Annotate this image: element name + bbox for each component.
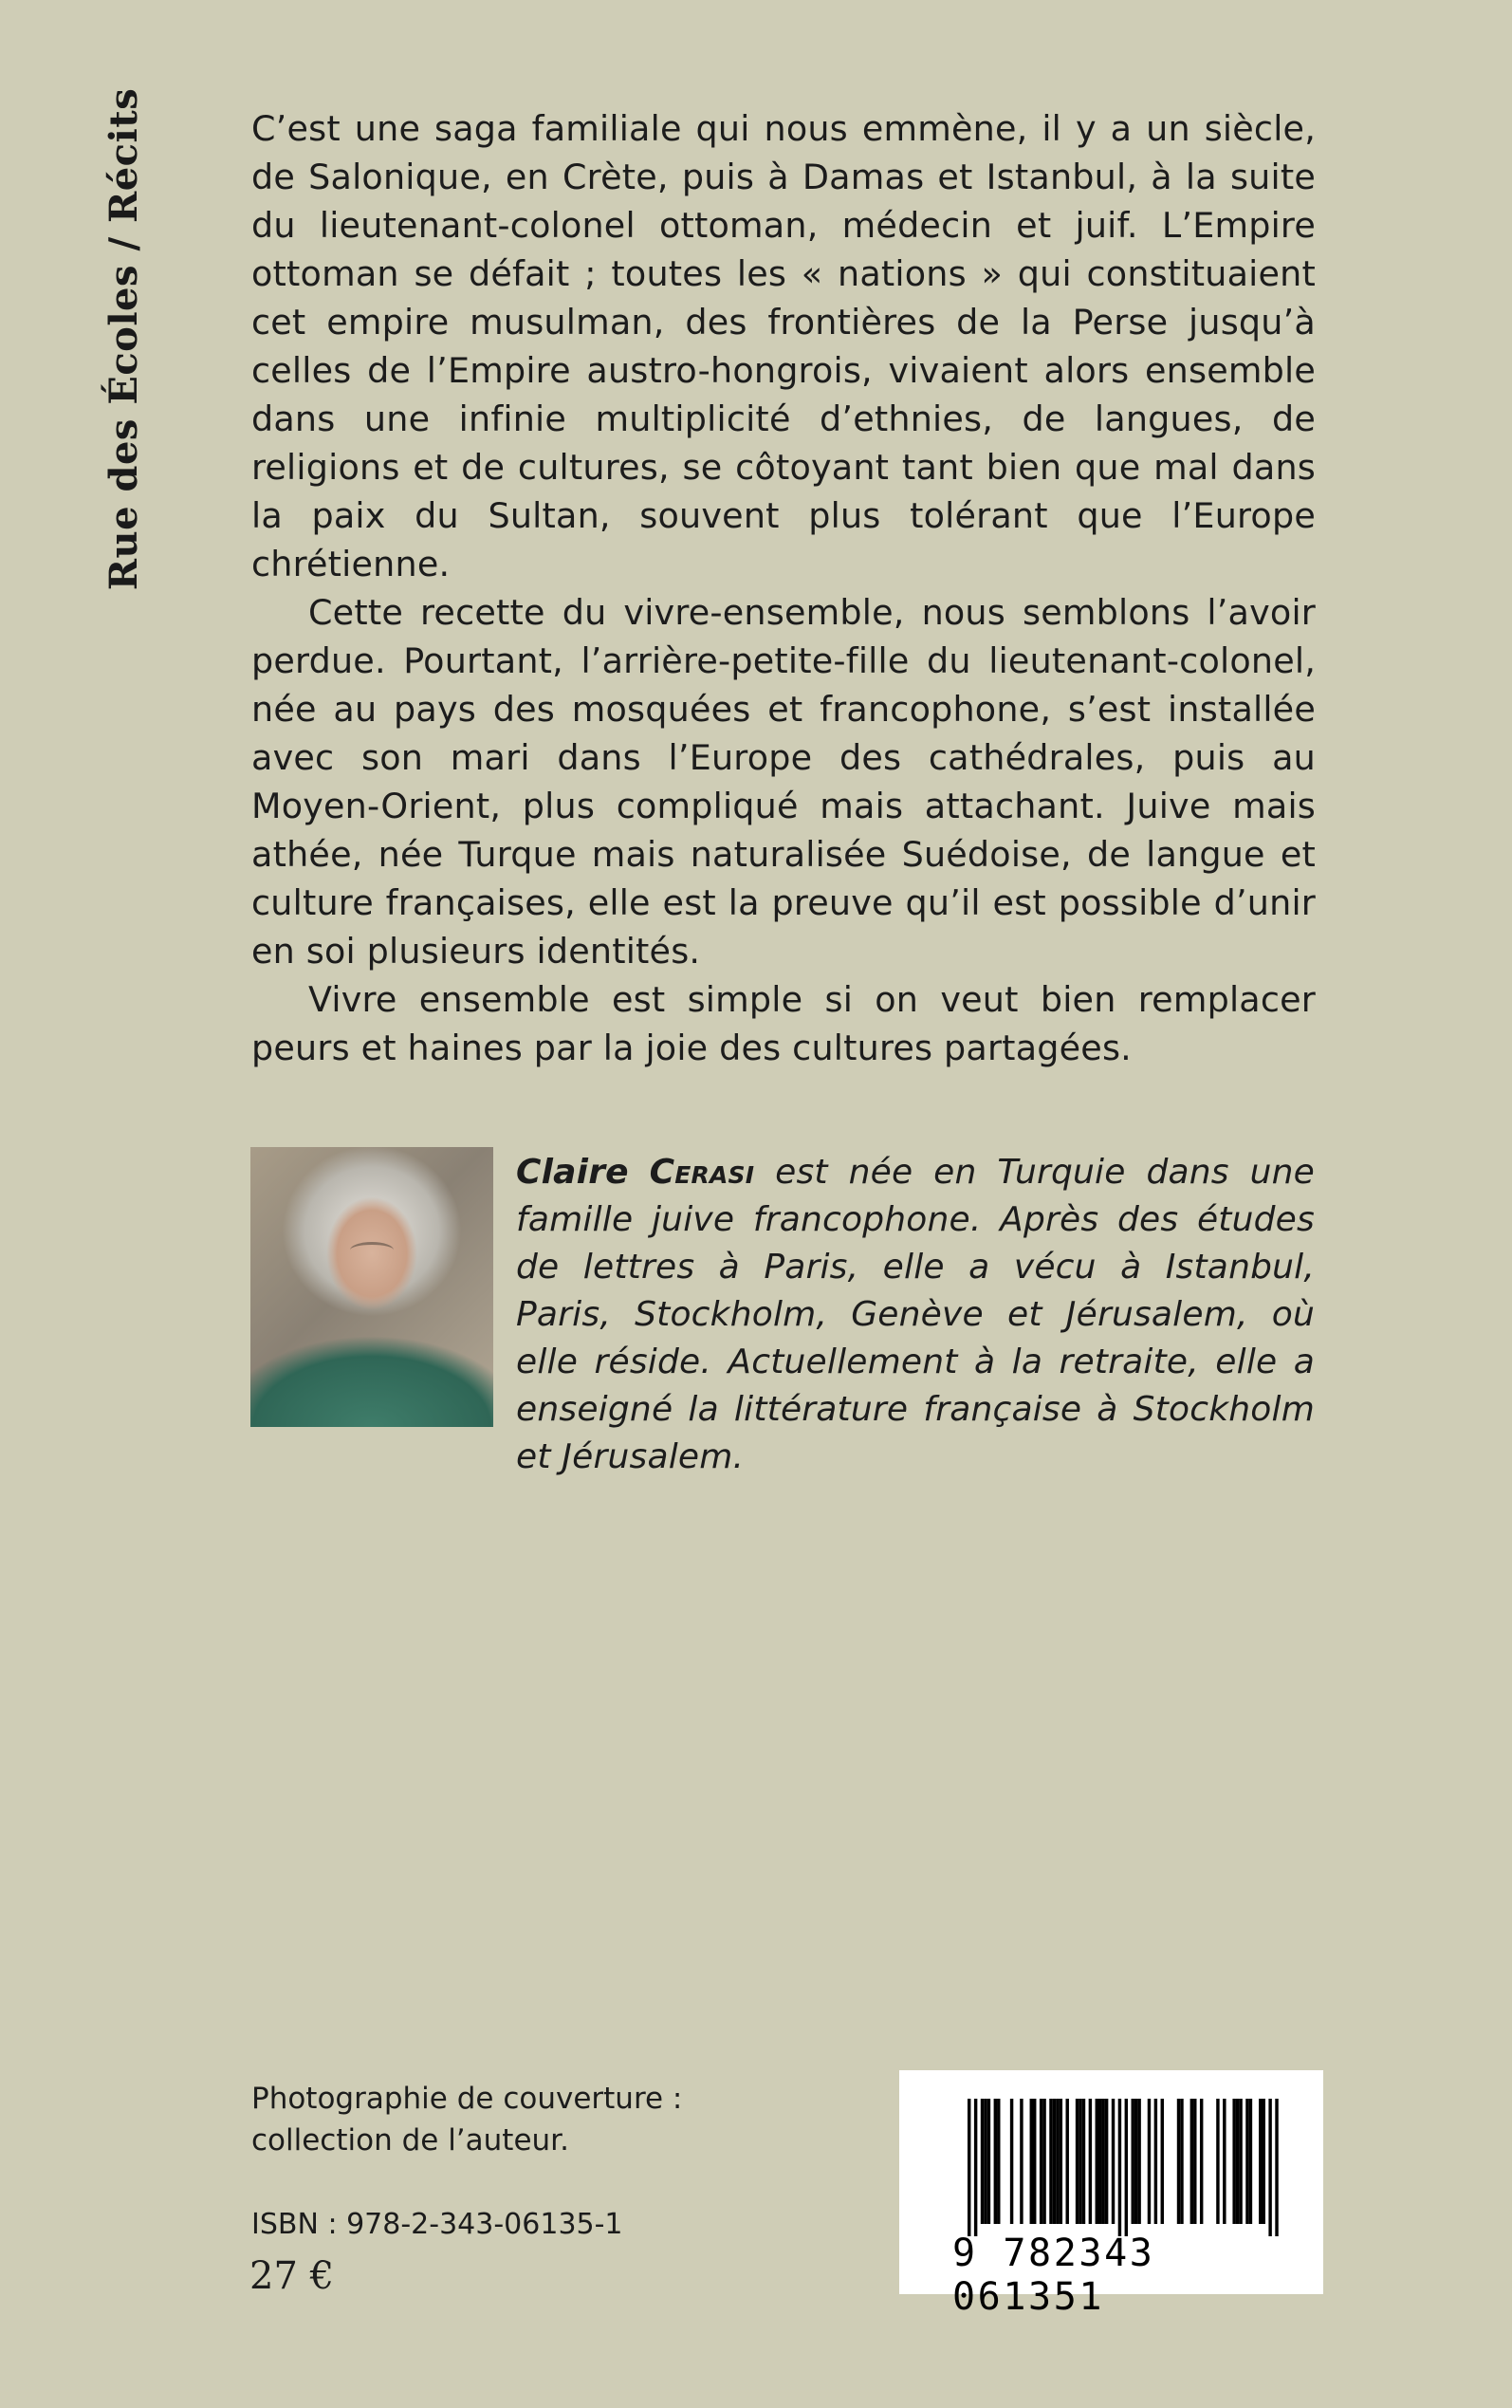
barcode-bar <box>1232 2099 1235 2224</box>
author-photo-detail <box>350 1242 394 1258</box>
photo-credit-line-1: Photographie de couverture : <box>251 2082 683 2116</box>
barcode-bar <box>1040 2099 1042 2224</box>
barcode-bar <box>1245 2099 1248 2224</box>
barcode-bar <box>1190 2099 1193 2224</box>
photo-credit-line-2: collection de l’auteur. <box>251 2123 569 2158</box>
barcode-bar <box>1263 2099 1265 2224</box>
series-label-container <box>91 87 157 590</box>
barcode-bar <box>1056 2099 1059 2224</box>
summary-paragraph-2: Cette recette du vivre-ensemble, nous semblons l’avoir perdue. Pourtant, l’arrière-petite-fille du lieutenant-colonel, née au pays des mosquées et francophone, s’est installée avec son mari dans l’Europe des cathédrales, puis au Moyen-Orient, plus compliqué mais attachant. Juive mais athée, née Turque mais naturalisée Suédoise, de langue et culture françaises, elle est la preuve qu’il est possible d’unir en soi plusieurs identités. <box>251 592 1316 972</box>
photo-credit <box>251 2078 682 2161</box>
barcode-bar <box>1249 2099 1252 2224</box>
author-bio-text: est née en Turquie dans une famille juive francophone. Après des études de lettres à Paris, elle a vécu à Istanbul, Paris, Stockholm, Genève et Jérusalem, où elle réside. Actuellement à la retraite, elle a enseigné la littérature française à Stockholm et Jérusalem. <box>516 1153 1315 1476</box>
barcode-bar <box>1105 2099 1108 2224</box>
barcode-bar <box>1101 2099 1104 2224</box>
barcode-bar <box>1236 2099 1239 2224</box>
barcode-bar <box>1193 2099 1196 2224</box>
barcode-bar <box>1239 2099 1242 2224</box>
barcode-bar <box>1259 2099 1262 2224</box>
barcode-bar <box>1200 2099 1203 2224</box>
summary-paragraph-3: Vivre ensemble est simple si on veut bien remplacer peurs et haines par la joie des cultures partagées. <box>251 979 1316 1068</box>
barcode-bar <box>1079 2099 1081 2224</box>
barcode-bar <box>1053 2099 1056 2224</box>
barcode-bar <box>1161 2099 1164 2224</box>
barcode-bar <box>1089 2099 1092 2224</box>
barcode-bar <box>1112 2099 1115 2224</box>
barcode-bar <box>1275 2099 1278 2236</box>
barcode-bar <box>1223 2099 1226 2224</box>
barcode-bar <box>1125 2099 1128 2236</box>
summary-paragraph-1: C’est une saga familiale qui nous emmène, il y a un siècle, de Salonique, en Crète, puis à Damas et Istanbul, à la suite du lieutenant-colonel ottoman, médecin et juif. L’Empire ottoman se défait ; toutes les « nations » qui constituaient cet empire musulman, des frontières de la Perse jusqu’à celles de l’Empire austro-hongrois, vivaient alors ensemble dans une infinie multiplicité d’ethnies, de langues, de religions et de cultures, se côtoyant tant bien que mal dans la paix du Sultan, souvent plus tolérant que l’Europe chrétienne. <box>251 108 1316 584</box>
barcode-bar <box>1010 2099 1013 2224</box>
barcode-digits: 9 782343 061351 <box>952 2232 1155 2319</box>
barcode-bar <box>997 2099 1000 2224</box>
barcode-bar <box>1118 2099 1121 2236</box>
barcode-bar <box>981 2099 984 2224</box>
author-last-name: Cerasi <box>649 1153 755 1192</box>
barcode <box>899 2070 1323 2319</box>
barcode-bar <box>1137 2099 1140 2224</box>
barcode-bar <box>974 2099 977 2236</box>
barcode-bar <box>1216 2099 1219 2224</box>
barcode-bar <box>1066 2099 1069 2224</box>
barcode-bar <box>987 2099 990 2224</box>
author-bio <box>516 1149 1315 1481</box>
barcode-bar <box>1177 2099 1180 2224</box>
barcode-bar <box>1180 2099 1183 2224</box>
barcode-bar <box>1042 2099 1045 2224</box>
author-photo <box>250 1147 493 1427</box>
price: 27 € <box>249 2254 335 2298</box>
isbn: ISBN : 978-2-343-06135-1 <box>251 2208 623 2241</box>
barcode-bar <box>1049 2099 1052 2224</box>
barcode-bar <box>1098 2099 1101 2224</box>
barcode-bar <box>1134 2099 1137 2224</box>
barcode-bar <box>994 2099 997 2224</box>
barcode-bar <box>1030 2099 1033 2224</box>
back-cover-summary <box>251 104 1316 1072</box>
author-first-name: Claire <box>516 1153 629 1192</box>
barcode-bar <box>984 2099 986 2224</box>
barcode-bar <box>1060 2099 1062 2224</box>
barcode-bar <box>1132 2099 1134 2224</box>
barcode-bar <box>1154 2099 1157 2224</box>
barcode-bar <box>968 2099 970 2236</box>
barcode-bar <box>1268 2099 1271 2236</box>
barcode-bar <box>1033 2099 1036 2224</box>
barcode-bar <box>1148 2099 1151 2224</box>
barcode-bar <box>1076 2099 1079 2224</box>
barcode-bar <box>1096 2099 1098 2224</box>
barcode-bar <box>1082 2099 1085 2224</box>
barcode-bar <box>1020 2099 1023 2224</box>
series-label: Rue des Écoles / Récits <box>101 87 147 590</box>
